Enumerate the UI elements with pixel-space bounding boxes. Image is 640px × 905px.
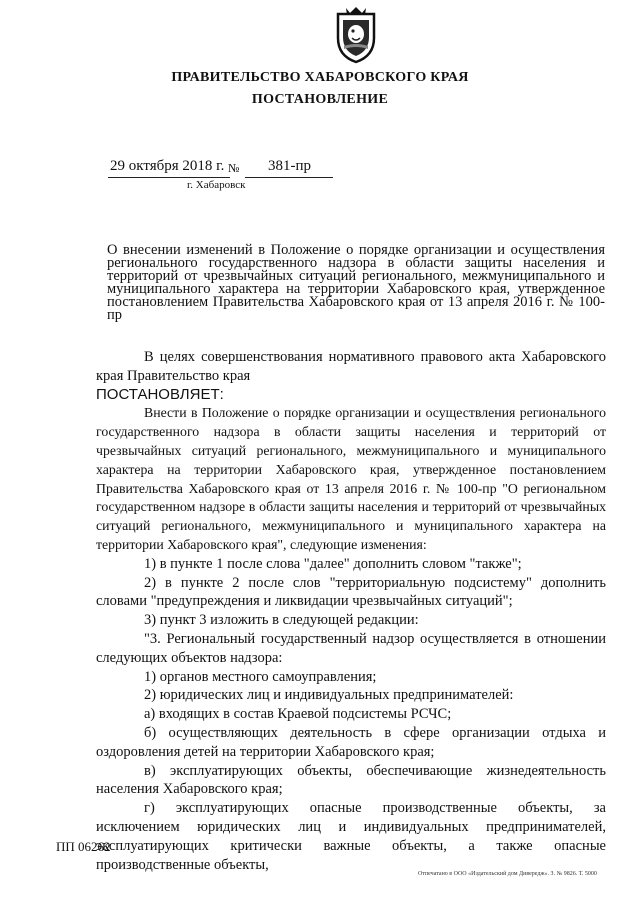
footer-code: ПП 06262 — [56, 839, 111, 854]
government-title: ПРАВИТЕЛЬСТВО ХАБАРОВСКОГО КРАЯ — [171, 70, 469, 85]
list-item: "3. Региональный государственный надзор осуществляется в отношении следующих объектов надзора: — [96, 630, 606, 666]
list-item: 1) в пункте 1 после слова "далее" дополнить словом "также"; — [144, 555, 522, 572]
list-item: б) осуществляющих деятельность в сфере организации отдыха и оздоровления детей на территории Хабаровского края; — [96, 724, 606, 760]
document-type: ПОСТАНОВЛЕНИЕ — [251, 92, 389, 107]
document-number: 381-пр — [268, 158, 312, 174]
list-item: 2) в пункте 2 после слов "территориальную подсистему" дополнить словами "предупреждения и ликвидации чрезвычайных ситуаций"; — [96, 574, 606, 610]
list-item: а) входящих в состав Краевой подсистемы РСЧС; — [144, 706, 452, 723]
printer-imprint: Отпечатано в ООО «Издательский дом Дивередж». З. № 9826. Т. 5000 — [418, 871, 597, 877]
coat-of-arms-emblem — [332, 4, 380, 64]
intro-paragraph: В целях совершенствования нормативного правового акта Хабаровского края Правительство края — [96, 349, 606, 384]
number-underline — [245, 177, 333, 178]
resolves-heading: ПОСТАНОВЛЯЕТ: — [96, 385, 224, 403]
list-item: 2) юридических лиц и индивидуальных предпринимателей: — [144, 687, 514, 704]
list-item: 1) органов местного самоуправления; — [144, 668, 377, 685]
list-item: в) эксплуатирующих объекты, обеспечивающие жизнедеятельность населения Хабаровского края; — [96, 762, 606, 798]
document-subject: О внесении изменений в Положение о порядке организации и осуществления регионального государственного надзора в области защиты населения и территорий от чрезвычайных ситуаций регионального, межмуниципального и муниципального характера на территории Хабаровского края, утвержденное постановлением Правительства Хабаровского края от 13 апреля 2016 г. № 100-пр — [107, 242, 605, 323]
list-item: г) эксплуатирующих опасные производственные объекты, за исключением юридических лиц и индивидуальных предпринимателей, эксплуатирующих критически важные объекты, а также опасные производственные объекты, — [96, 800, 606, 873]
list-item: 3) пункт 3 изложить в следующей редакции: — [144, 612, 419, 629]
document-body — [96, 348, 606, 874]
number-label: № — [228, 161, 240, 175]
document-city: г. Хабаровск — [187, 179, 246, 191]
document-date: 29 октября 2018 г. — [110, 158, 225, 174]
date-underline — [108, 177, 230, 178]
main-paragraph: Внести в Положение о порядке организации и осуществления регионального государственного надзора в области защиты населения и территорий от чрезвычайных ситуаций регионального, межмуниципального и муниципального характера на территории Хабаровского края, утвержденное постановлением Правительства Хабаровского края от 13 апреля 2016 г. № 100-пр "О региональном государственном надзоре в области защиты населения и территорий от чрезвычайных ситуаций регионального, межмуниципального и муниципального характера на территории Хабаровского края", следующие изменения: — [96, 405, 606, 552]
